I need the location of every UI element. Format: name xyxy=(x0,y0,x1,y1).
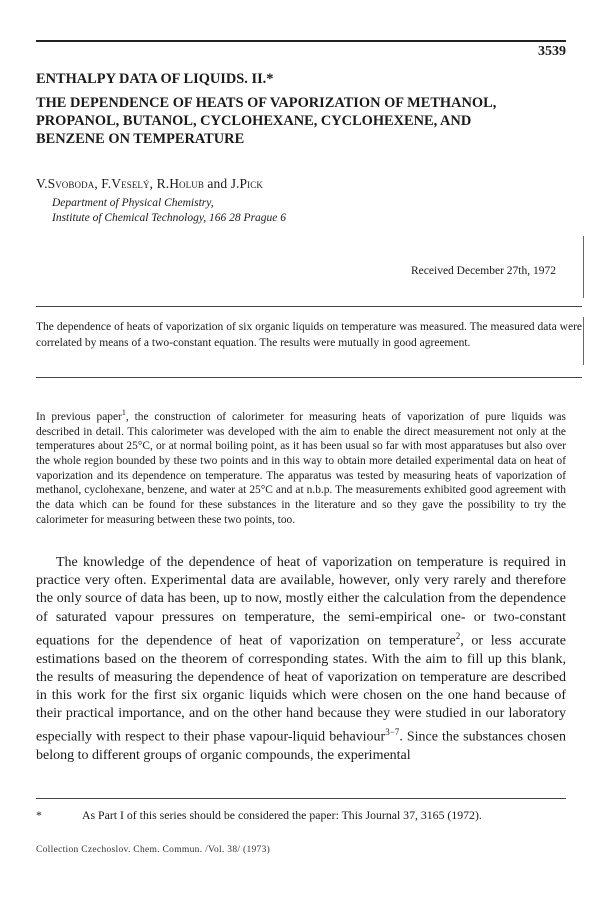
footnote-text: As Part I of this series should be considered the paper: This Journal 37, 3165 (1972). xyxy=(82,808,482,822)
affiliation xyxy=(52,196,286,226)
author-1-name: Svoboda xyxy=(47,176,95,191)
abstract-rule-bottom xyxy=(36,377,582,378)
page-number: 3539 xyxy=(538,44,566,59)
intro-paragraph xyxy=(36,406,566,527)
header-rule xyxy=(36,40,566,42)
footnote xyxy=(36,808,482,823)
author-3-initial: R. xyxy=(156,176,170,191)
author-conjunction: and xyxy=(207,176,228,191)
author-2-name: Veselý xyxy=(111,176,150,191)
citation-3-7: 3−7 xyxy=(385,727,400,738)
intro-text-1: In previous paper xyxy=(36,410,122,423)
author-1-initial: V. xyxy=(36,176,48,191)
footnote-mark: * xyxy=(36,808,42,822)
intro-text-2: , the construction of calorimeter for measuring heats of vaporization of pure liquids was described in detail. This calorimeter was developed with the aim to enable the direct measurement not only at the temperatures about 25°C, or at normal boiling point, as it has been usual so far with most apparatuses but also over the whole region bounded by these two points and in this way to obtain more detailed experimental data on heat of vaporization and its dependence on temperature. The apparatus was tested by measuring heats of vaporization of methanol, cyclohexane, benzene, and water at 25°C and at n.b.p. The measurements exhibited good agreement with the data which can be found for these substances in the literature and so they gave the possibility to try the calorimeter for measuring between these two points, too. xyxy=(36,410,566,526)
author-4-initial: J. xyxy=(230,176,240,191)
author-4-name: Pick xyxy=(239,176,263,191)
citation-1: 1 xyxy=(121,408,126,417)
article-title xyxy=(36,70,566,148)
margin-mark xyxy=(583,317,584,365)
title-line-3: PROPANOL, BUTANOL, CYCLOHEXANE, CYCLOHEXENE, AND xyxy=(36,113,472,129)
title-line-2: THE DEPENDENCE OF HEATS OF VAPORIZATION OF METHANOL, xyxy=(36,95,497,111)
journal-footer: Collection Czechoslov. Chem. Commun. /Vol. 38/ (1973) xyxy=(36,845,271,855)
body-text-3: . Since the substances chosen belong to different groups of organic compounds, the experimental xyxy=(36,730,566,764)
body-text-1: The knowledge of the dependence of heat of vaporization on temperature is required in practice very often. Experimental data are available, however, only very rarely and therefore the only source of data has been, up to now, mostly either the calculation from the dependence of saturated vapour pressures on temperature, the semi-empirical one- or two-constant equations for the dependence of heat of vaporization on temperature xyxy=(36,555,566,649)
citation-2: 2 xyxy=(455,630,461,641)
body-text-2: , or less accurate estimations based on the theorem of corresponding states. With the aim to fill up this blank, the results of measuring the dependence of heat of vaporization on temperature are described in this work for the first six organic liquids which were chosen on the one hand because of their practical importance, and on the other hand because they were studied in our laboratory especially with respect to their phase vapour-liquid behaviour xyxy=(36,633,566,746)
abstract-rule-top xyxy=(36,306,582,307)
margin-mark xyxy=(583,236,584,298)
title-line-4: BENZENE ON TEMPERATURE xyxy=(36,131,245,147)
affiliation-line-2: Institute of Chemical Technology, 166 28 Prague 6 xyxy=(52,212,287,224)
footnote-rule xyxy=(36,798,566,799)
received-date: Received December 27th, 1972 xyxy=(411,265,556,277)
abstract: The dependence of heats of vaporization of six organic liquids on temperature was measured. The measured data were correlated by means of a two-constant equation. The results were mutually in good agreement. xyxy=(36,321,582,349)
author-list: V.Svoboda, F.Veselý, R.Holub and J.Pick xyxy=(36,176,263,191)
author-3-name: Holub xyxy=(169,176,204,191)
author-2-initial: F. xyxy=(101,176,112,191)
affiliation-line-1: Department of Physical Chemistry, xyxy=(52,197,214,209)
title-line-1: ENTHALPY DATA OF LIQUIDS. II.* xyxy=(36,71,274,87)
body-paragraph xyxy=(36,554,566,766)
